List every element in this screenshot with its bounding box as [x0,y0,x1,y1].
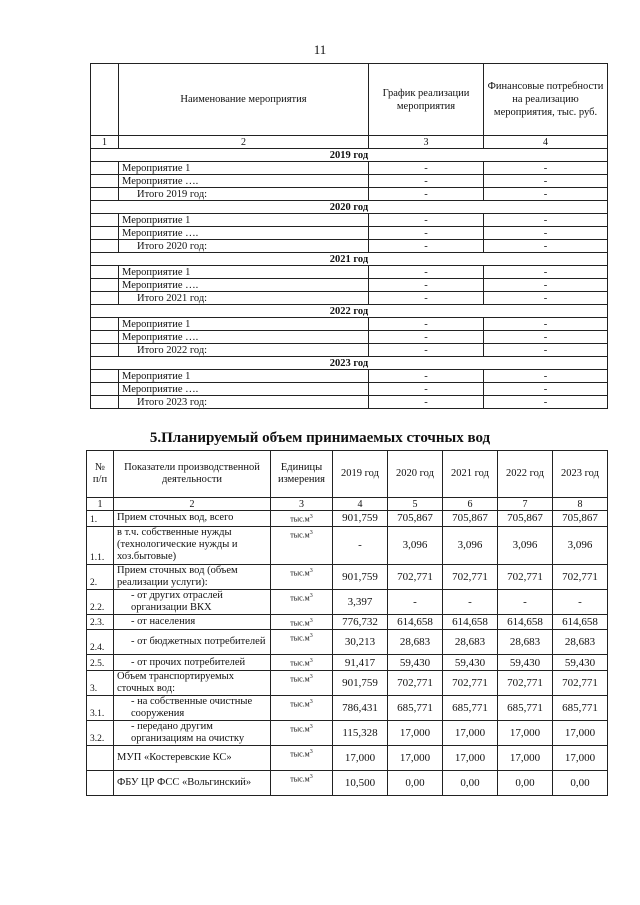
table-row [87,614,608,630]
unit-label: тыс.м [290,568,310,578]
finance-value: - [484,188,608,201]
finance-value: - [484,240,608,253]
year-value: 702,771 [443,564,498,589]
year-value: 28,683 [443,630,498,655]
unit-label: тыс.м [290,699,310,709]
finance-value: - [484,279,608,292]
table-row [91,383,608,396]
row-index [91,240,119,253]
row-index [91,214,119,227]
row-index: 1. [87,511,114,527]
year-value: 685,771 [553,695,608,720]
schedule-value: - [369,266,484,279]
unit-exponent: 3 [309,748,313,755]
year-label: 2022 год [91,305,608,318]
year-value: 10,500 [333,770,388,795]
column-number: 2 [114,498,271,511]
year-value: 28,683 [498,630,553,655]
schedule-number-row [91,136,608,149]
schedule-value: - [369,240,484,253]
table-row [87,655,608,671]
table-row [91,214,608,227]
year-value: 115,328 [333,720,388,745]
year-value: 614,658 [443,614,498,630]
volume-header-cell: 2022 год [498,451,553,498]
table-row [87,564,608,589]
section-title: 5.Планируемый объем принимаемых сточных вод [149,430,491,446]
unit-cell [271,564,333,589]
year-value: 0,00 [498,770,553,795]
indicator-name: МУП «Костеревские КС» [114,745,271,770]
finance-value: - [484,331,608,344]
year-value: 614,658 [553,614,608,630]
measure-name: Мероприятие …. [119,383,369,396]
table-row [87,745,608,770]
unit-exponent: 3 [309,673,313,680]
year-label: 2021 год [91,253,608,266]
table-row [91,175,608,188]
row-index [87,770,114,795]
volume-table [86,450,608,796]
schedule-table [90,63,608,409]
schedule-value: - [369,279,484,292]
table-row [91,292,608,305]
indicator-name: ФБУ ЦР ФСС «Вольгинский» [114,770,271,795]
column-number: 4 [484,136,608,149]
year-value: 702,771 [498,670,553,695]
year-label: 2019 год [91,149,608,162]
unit-exponent: 3 [309,592,313,599]
column-number: 8 [553,498,608,511]
unit-exponent: 3 [309,514,313,520]
year-value: 3,096 [498,526,553,564]
row-index [91,370,119,383]
table-row [87,770,608,795]
column-number: 5 [388,498,443,511]
year-value: 3,096 [443,526,498,564]
measure-name: Итого 2021 год: [119,292,369,305]
measure-name: Мероприятие 1 [119,266,369,279]
row-index [91,162,119,175]
finance-value: - [484,292,608,305]
row-index: 3.2. [87,720,114,745]
year-row [91,253,608,266]
finance-value: - [484,266,608,279]
year-value: - [388,589,443,614]
page-number: 11 [313,42,327,57]
year-value: 59,430 [498,655,553,671]
year-row [91,149,608,162]
indicator-name: - от бюджетных потребителей [114,630,271,655]
year-value: - [333,526,388,564]
year-value: 17,000 [388,745,443,770]
row-index: 2.2. [87,589,114,614]
table-row [87,670,608,695]
year-value: 17,000 [498,720,553,745]
unit-label: тыс.м [290,530,310,540]
table-row [91,279,608,292]
unit-label: тыс.м [290,724,310,734]
indicator-name: - от прочих потребителей [114,655,271,671]
volume-header-cell: 2023 год [553,451,608,498]
volume-header-cell: Показатели производственной деятельности [114,451,271,498]
volume-body [87,511,608,796]
table-row [91,331,608,344]
year-value: 685,771 [498,695,553,720]
measure-name: Мероприятие …. [119,331,369,344]
unit-label: тыс.м [290,774,310,784]
year-value: 705,867 [553,511,608,527]
column-number: 3 [271,498,333,511]
year-value: 0,00 [443,770,498,795]
schedule-value: - [369,344,484,357]
unit-cell [271,720,333,745]
year-value: 17,000 [333,745,388,770]
year-value: - [498,589,553,614]
column-number: 4 [333,498,388,511]
row-index [91,344,119,357]
schedule-value: - [369,331,484,344]
measure-name: Итого 2022 год: [119,344,369,357]
row-index: 2. [87,564,114,589]
unit-label: тыс.м [290,633,310,643]
measure-name: Мероприятие …. [119,227,369,240]
schedule-value: - [369,227,484,240]
year-value: 28,683 [388,630,443,655]
year-value: 705,867 [388,511,443,527]
table-row [87,720,608,745]
schedule-header-cell: Финансовые потребности на реализацию мероприятия, тыс. руб. [484,64,608,136]
year-value: 3,096 [553,526,608,564]
volume-header-cell: 2019 год [333,451,388,498]
schedule-value: - [369,383,484,396]
year-row [91,357,608,370]
row-index [91,331,119,344]
schedule-header-cell: Наименование мероприятия [119,64,369,136]
year-value: 614,658 [498,614,553,630]
column-number: 7 [498,498,553,511]
volume-header-cell: Единицы измерения [271,451,333,498]
year-value: 705,867 [498,511,553,527]
unit-label: тыс.м [290,749,310,759]
finance-value: - [484,344,608,357]
year-value: 702,771 [388,670,443,695]
unit-exponent: 3 [309,658,313,665]
unit-cell [271,670,333,695]
year-value: 17,000 [443,745,498,770]
unit-cell [271,770,333,795]
row-index [91,292,119,305]
year-row [91,305,608,318]
table-row [91,318,608,331]
schedule-value: - [369,175,484,188]
measure-name: Мероприятие …. [119,175,369,188]
year-value: 17,000 [443,720,498,745]
year-value: 91,417 [333,655,388,671]
unit-exponent: 3 [309,617,313,624]
year-value: 3,397 [333,589,388,614]
year-value: 28,683 [553,630,608,655]
finance-value: - [484,370,608,383]
year-value: 685,771 [443,695,498,720]
unit-cell [271,614,333,630]
measure-name: Мероприятие 1 [119,318,369,331]
year-label: 2023 год [91,357,608,370]
schedule-body [91,149,608,409]
row-index: 3.1. [87,695,114,720]
schedule-header-row [91,64,608,136]
year-row [91,201,608,214]
volume-header-cell: № п/п [87,451,114,498]
year-value: 3,096 [388,526,443,564]
schedule-value: - [369,370,484,383]
unit-exponent: 3 [309,633,313,640]
row-index [91,227,119,240]
unit-cell [271,745,333,770]
year-value: - [553,589,608,614]
unit-exponent: 3 [309,773,313,780]
measure-name: Итого 2023 год: [119,396,369,409]
finance-value: - [484,162,608,175]
year-value: 17,000 [553,745,608,770]
row-index: 1.1. [87,526,114,564]
unit-cell [271,630,333,655]
indicator-name: - от других отраслей организации ВКХ [114,589,271,614]
year-value: 901,759 [333,511,388,527]
unit-exponent: 3 [309,723,313,730]
volume-header-cell: 2021 год [443,451,498,498]
table-row [87,630,608,655]
table-row [91,370,608,383]
unit-exponent: 3 [309,698,313,705]
measure-name: Мероприятие …. [119,279,369,292]
unit-label: тыс.м [290,658,310,668]
schedule-value: - [369,214,484,227]
year-value: 59,430 [443,655,498,671]
measure-name: Итого 2019 год: [119,188,369,201]
row-index [91,175,119,188]
schedule-value: - [369,162,484,175]
column-number: 1 [91,136,119,149]
row-index [91,188,119,201]
row-index [91,396,119,409]
year-value: 702,771 [498,564,553,589]
year-value: 901,759 [333,564,388,589]
row-index: 2.4. [87,630,114,655]
unit-exponent: 3 [309,529,313,536]
volume-number-row [87,498,608,511]
unit-exponent: 3 [309,567,313,574]
finance-value: - [484,214,608,227]
unit-cell [271,589,333,614]
indicator-name: - на собственные очистные сооружения [114,695,271,720]
unit-label: тыс.м [290,514,310,524]
row-index [87,745,114,770]
year-value: 901,759 [333,670,388,695]
year-value: 17,000 [553,720,608,745]
table-row [91,344,608,357]
table-row [91,227,608,240]
column-number: 3 [369,136,484,149]
unit-cell [271,511,333,527]
schedule-header-cell: График реализации мероприятия [369,64,484,136]
year-value: 702,771 [388,564,443,589]
measure-name: Мероприятие 1 [119,162,369,175]
row-index: 3. [87,670,114,695]
unit-cell [271,655,333,671]
row-index [91,279,119,292]
year-value: 30,213 [333,630,388,655]
unit-cell [271,526,333,564]
finance-value: - [484,175,608,188]
year-value: 17,000 [388,720,443,745]
column-number: 1 [87,498,114,511]
table-row [91,162,608,175]
year-value: 705,867 [443,511,498,527]
row-index: 2.5. [87,655,114,671]
year-label: 2020 год [91,201,608,214]
table-row [87,589,608,614]
unit-label: тыс.м [290,674,310,684]
table-row [91,266,608,279]
schedule-header-cell [91,64,119,136]
year-value: 776,732 [333,614,388,630]
indicator-name: Прием сточных вод, всего [114,511,271,527]
year-value: 702,771 [553,670,608,695]
schedule-value: - [369,396,484,409]
schedule-value: - [369,292,484,305]
year-value: 0,00 [388,770,443,795]
finance-value: - [484,227,608,240]
year-value: 0,00 [553,770,608,795]
indicator-name: в т.ч. собственные нужды (технологические нужды и хоз.бытовые) [114,526,271,564]
finance-value: - [484,396,608,409]
unit-cell [271,695,333,720]
measure-name: Мероприятие 1 [119,370,369,383]
indicator-name: Прием сточных вод (объем реализации услуги): [114,564,271,589]
schedule-value: - [369,318,484,331]
indicator-name: Объем транспортируемых сточных вод: [114,670,271,695]
indicator-name: - передано другим организациям на очистку [114,720,271,745]
table-row [91,240,608,253]
year-value: - [443,589,498,614]
indicator-name: - от населения [114,614,271,630]
year-value: 614,658 [388,614,443,630]
row-index [91,318,119,331]
row-index [91,383,119,396]
year-value: 685,771 [388,695,443,720]
table-row [87,526,608,564]
unit-label: тыс.м [290,593,310,603]
year-value: 59,430 [553,655,608,671]
measure-name: Мероприятие 1 [119,214,369,227]
table-row [91,396,608,409]
column-number: 2 [119,136,369,149]
year-value: 786,431 [333,695,388,720]
finance-value: - [484,383,608,396]
finance-value: - [484,318,608,331]
year-value: 702,771 [553,564,608,589]
row-index: 2.3. [87,614,114,630]
unit-label: тыс.м [290,618,310,628]
row-index [91,266,119,279]
table-row [87,511,608,527]
volume-header-cell: 2020 год [388,451,443,498]
measure-name: Итого 2020 год: [119,240,369,253]
schedule-value: - [369,188,484,201]
column-number: 6 [443,498,498,511]
volume-header-row [87,451,608,498]
table-row [87,695,608,720]
year-value: 59,430 [388,655,443,671]
year-value: 702,771 [443,670,498,695]
table-row [91,188,608,201]
year-value: 17,000 [498,745,553,770]
